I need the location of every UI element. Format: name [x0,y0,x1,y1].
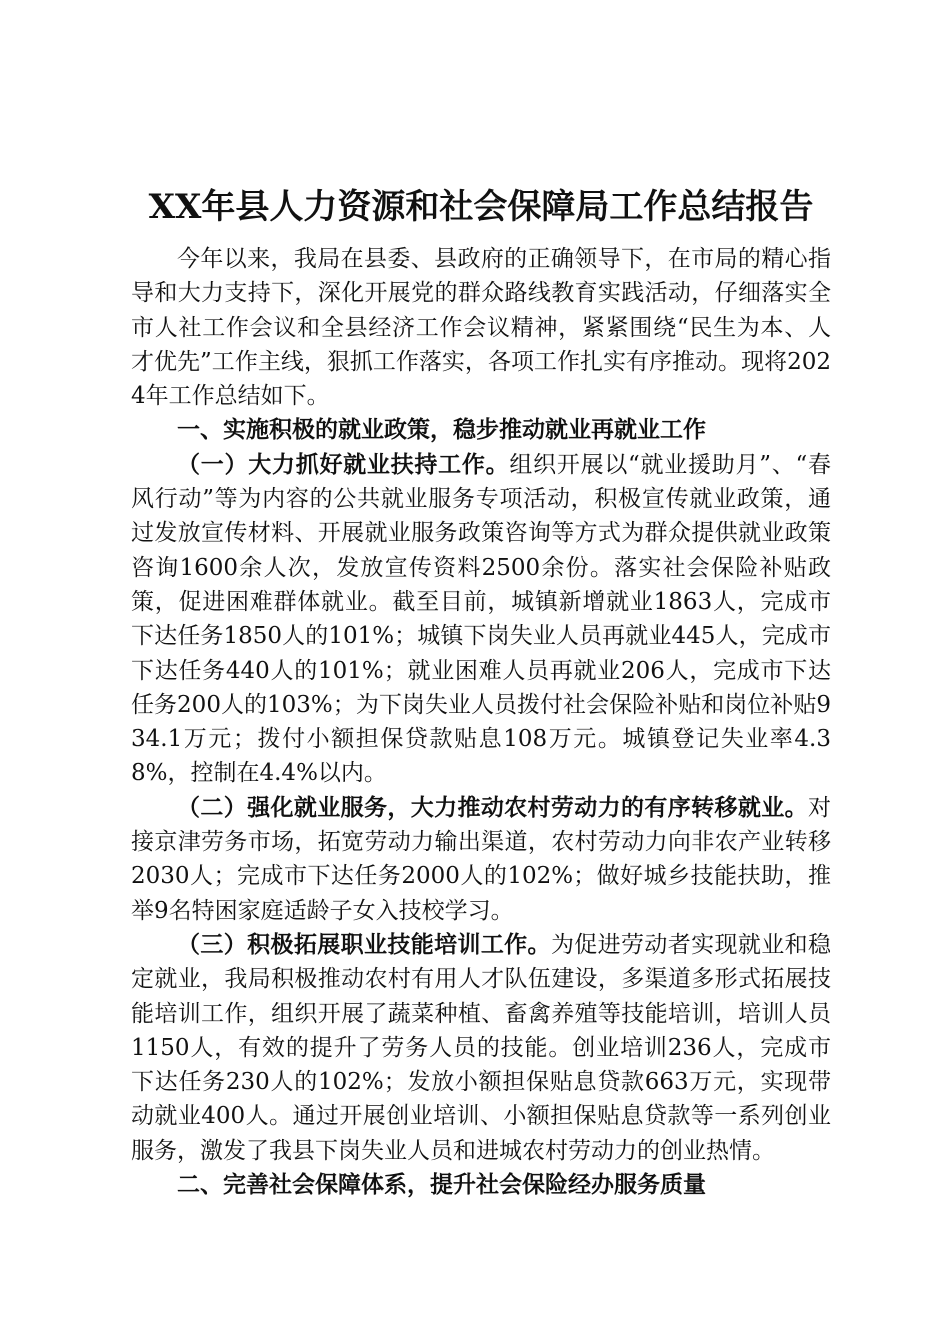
item-1-body: 组织开展以“就业援助月”、“春风行动”等为内容的公共就业服务专项活动，积极宣传就业政策，通过发放宣传材料、开展就业服务政策咨询等方式为群众提供就业政策咨询1600余人次，发放宣传资料2500余份。落实社会保险补贴政策，促进困难群体就业。截至目前，城镇新增就业1863人，完成市下达任务1850人的101%；城镇下岗失业人员再就业445人，完成市下达任务440人的101%；就业困难人员再就业206人，完成市下达任务200人的103%；为下岗失业人员拨付社会保险补贴和岗位补贴934.1万元；拨付小额担保贷款贴息108万元。城镇登记失业率4.38%，控制在4.4%以内。 [131,451,831,787]
intro-paragraph: 今年以来，我局在县委、县政府的正确领导下，在市局的精心指导和大力支持下，深化开展党的群众路线教育实践活动，仔细落实全市人社工作会议和全县经济工作会议精神，紧紧围绕“民生为本、人才优先”工作主线，狠抓工作落实，各项工作扎实有序推动。现将2024年工作总结如下。 [131,246,831,410]
item-1-lead: （一）大力抓好就业扶持工作。 [177,450,510,478]
item-3-body: 为促进劳动者实现就业和稳定就业，我局积极推动农村有用人才队伍建设，多渠道多形式拓展技能培训工作，组织开展了蔬菜种植、畜禽养殖等技能培训，培训人员1150人，有效的提升了劳务人员的技能。创业培训236人，完成市下达任务230人的102%；发放小额担保贴息贷款663万元，实现带动就业400人。通过开展创业培训、小额担保贴息贷款等一系列创业服务，激发了我县下岗失业人员和进城农村劳动力的创业热情。 [131,931,832,1164]
section-1-item-3 [131,928,831,1168]
item-2-lead: （二）强化就业服务，大力推动农村劳动力的有序转移就业。 [177,793,808,821]
item-3-lead: （三）积极拓展职业技能培训工作。 [177,930,551,958]
section-1-heading: 一、实施积极的就业政策，稳步推动就业再就业工作 [177,416,706,444]
section-1-item-2 [131,791,831,928]
section-2-heading: 二、完善社会保障体系，提升社会保险经办服务质量 [177,1171,706,1199]
section-1-item-1 [131,448,831,791]
document-page [131,180,831,1202]
item-2-body: 对接京津劳务市场，拓宽劳动力输出渠道，农村劳动力向非农产业转移2030人；完成市下达任务2000人的102%；做好城乡技能扶助，推举9名特困家庭适龄子女入技校学习。 [131,794,831,924]
document-title: XX年县人力资源和社会保障局工作总结报告 [148,187,814,227]
